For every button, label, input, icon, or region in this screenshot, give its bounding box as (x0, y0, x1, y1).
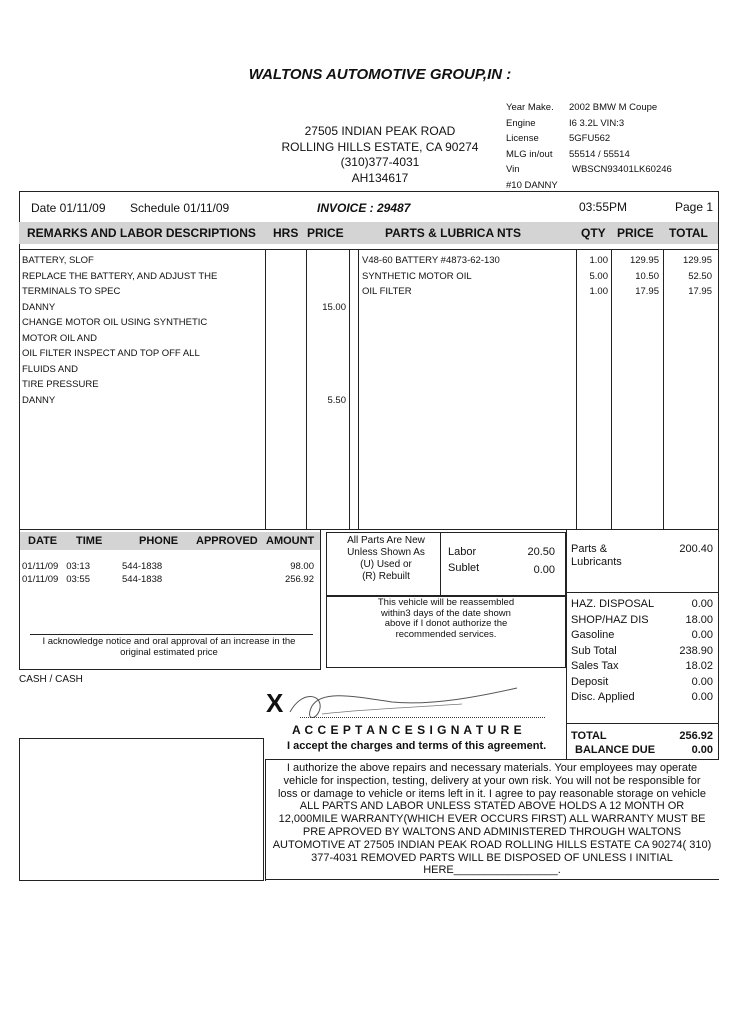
total-value: 238.90 (679, 644, 713, 657)
approval-date: 01/11/09 (22, 561, 59, 572)
invoice-number: INVOICE : 29487 (317, 201, 411, 215)
labor-price (300, 269, 346, 285)
address-phone: (310)377-4031 (340, 155, 420, 169)
approval-amount: 256.92 (284, 574, 314, 585)
total-value: 0.00 (691, 691, 713, 703)
vehicle-label: License (506, 133, 539, 144)
authorization-line: 377-4031 REMOVED PARTS WILL BE DISPOSED OF UNLESS I INITIAL (311, 851, 673, 864)
appr-col-time: TIME (76, 535, 103, 547)
reassemble-line: above if I donot authorize the (384, 618, 508, 629)
schedule-date: Schedule 01/11/09 (130, 201, 230, 215)
total-value: 18.02 (685, 660, 713, 672)
vehicle-value: WBSCN93401LK60246 (572, 164, 672, 175)
parts-notice-line: All Parts Are New (347, 535, 425, 546)
totals-labels (571, 597, 654, 706)
part-qty: 5.00 (589, 270, 608, 282)
labor-price (300, 377, 346, 393)
parts-lubricants-label (571, 543, 622, 569)
vehicle-labels (506, 100, 558, 193)
invoice-date: Date 01/11/09 (31, 201, 106, 215)
invoice-time: 03:55PM (579, 200, 628, 214)
labor-line: REPLACE THE BATTERY, AND ADJUST THE (22, 270, 218, 282)
payment-method: CASH / CASH (19, 674, 83, 685)
col-unit-price: PRICE (617, 226, 654, 240)
vehicle-label: Year Make. (506, 102, 554, 113)
total-value: 0.00 (691, 675, 713, 688)
parts-notice-line: (R) Rebuilt (362, 571, 410, 582)
appr-col-amount: AMOUNT (266, 535, 315, 547)
labor-line: DANNY (22, 301, 56, 313)
part-desc: OIL FILTER (362, 286, 412, 297)
balance-due-value: 0.00 (691, 744, 713, 756)
total-value: 18.00 (685, 613, 713, 626)
labor-line: BATTERY, SLOF (22, 255, 94, 266)
col-qty: QTY (581, 226, 606, 240)
total-label: SHOP/HAZ DIS (571, 613, 649, 626)
reassemble-line: This vehicle will be reassembled (377, 597, 515, 608)
labor-descriptions (22, 253, 217, 408)
labor-prices (300, 253, 346, 408)
part-total: 17.95 (688, 286, 712, 297)
total-label: Sales Tax (571, 660, 619, 672)
approval-time: 03:55 (66, 574, 90, 585)
parts-lubricants-value: 200.40 (679, 543, 713, 555)
appr-col-phone: PHONE (139, 535, 179, 547)
approval-phones (122, 560, 162, 586)
totals-values (650, 597, 713, 706)
labor-line: OIL FILTER INSPECT AND TOP OFF ALL (22, 348, 200, 359)
authorization-line: ALL PARTS AND LABOR UNLESS STATED ABOVE HOLDS A 12 MONTH OR (299, 800, 685, 813)
parts-label-line: Lubricants (571, 556, 622, 568)
labor-price: 5.50 (327, 394, 346, 406)
authorization-text (266, 762, 718, 877)
ack-line: I acknowledge notice and oral approval of an increase in the (42, 636, 296, 647)
blank-notes-box (19, 738, 264, 881)
authorization-line: PRE APROVED BY WALTONS AND ADMINISTERED THROUGH WALTONS (302, 825, 682, 838)
labor-price (300, 315, 346, 331)
approval-rows (22, 560, 90, 586)
company-name: WALTONS AUTOMOTIVE GROUP,IN : (248, 66, 512, 83)
authorization-line: vehicle for inspection, testing, delivery at your own risk. You will not be responsible for (283, 774, 701, 787)
labor-line: FLUIDS AND (22, 363, 78, 375)
reassemble-notice (326, 598, 566, 640)
total-label: Sub Total (571, 644, 617, 657)
col-remarks: REMARKS AND LABOR DESCRIPTIONS (27, 226, 256, 240)
address-city: ROLLING HILLS ESTATE, CA 90274 (281, 139, 479, 154)
part-total: 129.95 (682, 255, 712, 266)
parts-total (664, 253, 712, 300)
parts-descriptions (362, 253, 500, 300)
col-parts: PARTS & LUBRICA NTS (385, 226, 521, 240)
approval-date: 01/11/09 (22, 574, 59, 585)
shop-address (270, 124, 490, 186)
balance-due-label: BALANCE DUE (575, 744, 656, 756)
labor-price (300, 346, 346, 362)
signature-title: A C C E P T A N C E S I G N A T U R E (292, 723, 523, 737)
approval-phone: 544-1838 (122, 561, 163, 572)
parts-qty (577, 253, 608, 300)
authorization-line: 12,000MILE WARRANTY(WHICH EVER OCCURS FIRST) ALL WARRANTY MUST BE (278, 813, 706, 826)
authorization-line: HERE_________________. (423, 864, 561, 877)
total-label: Gasoline (571, 629, 615, 641)
labor-price (300, 362, 346, 378)
vehicle-label: MLG in/out (506, 148, 553, 160)
labor-label: Labor (448, 546, 477, 558)
labor-price: 15.00 (322, 301, 346, 313)
col-hrs: HRS (273, 226, 299, 240)
page-number: Page 1 (675, 200, 714, 214)
reassemble-line: recommended services. (395, 628, 497, 640)
total-label: Deposit (571, 675, 609, 688)
ack-line: original estimated price (120, 647, 218, 658)
authorization-line: loss or damage to vehicle or items left in it. I agree to pay reasonable storage on vehicle (277, 787, 706, 800)
approval-amount: 98.00 (290, 561, 314, 572)
part-qty: 1.00 (589, 286, 608, 297)
parts-notice (330, 535, 442, 583)
col-total: TOTAL (669, 226, 708, 240)
approval-amounts (256, 560, 314, 586)
total-value: 0.00 (691, 598, 713, 610)
labor-value: 20.50 (527, 546, 555, 558)
approval-time: 03:13 (66, 561, 90, 572)
vehicle-value: I6 3.2L VIN:3 (569, 117, 625, 129)
labor-line: MOTOR OIL AND (22, 332, 97, 344)
part-price: 129.95 (629, 255, 659, 266)
vehicle-value: 2002 BMW M Coupe (569, 102, 658, 113)
vehicle-value: 5GFU562 (569, 133, 611, 144)
signature-x-mark: X (266, 688, 284, 718)
signature-subtitle: I accept the charges and terms of this agreement. (287, 740, 547, 752)
total-value: 0.00 (691, 629, 713, 641)
address-license: AH134617 (351, 170, 409, 185)
approval-row (22, 573, 90, 586)
labor-price (300, 253, 346, 269)
authorization-line: AUTOMOTIVE AT 27505 INDIAN PEAK ROAD ROLLING HILLS ESTATE CA 90274( 310) (272, 838, 712, 851)
grand-total-label: TOTAL (571, 730, 607, 742)
address-street: 27505 INDIAN PEAK ROAD (304, 124, 456, 138)
total-label: Disc. Applied (571, 691, 635, 703)
technician: #10 DANNY (506, 179, 558, 191)
vehicle-value: 55514 / 55514 (569, 148, 630, 160)
acknowledgement (19, 636, 319, 658)
part-price: 17.95 (635, 286, 659, 297)
labor-price (300, 284, 346, 300)
vehicle-values (569, 100, 672, 178)
appr-col-approved: APPROVED (196, 535, 258, 547)
parts-price (612, 253, 659, 300)
labor-line: TIRE PRESSURE (22, 379, 99, 390)
parts-notice-line: Unless Shown As (347, 547, 425, 558)
part-price: 10.50 (635, 270, 659, 282)
sublet-label: Sublet (448, 562, 480, 574)
approval-row (22, 560, 90, 573)
labor-line: TERMINALS TO SPEC (22, 286, 121, 297)
part-total: 52.50 (688, 270, 712, 282)
approval-phone: 544-1838 (122, 574, 163, 585)
parts-notice-line: (U) Used or (360, 559, 412, 570)
total-label: HAZ. DISPOSAL (571, 598, 655, 610)
vehicle-label: Engine (506, 117, 536, 129)
part-qty: 1.00 (589, 255, 608, 266)
authorization-line: I authorize the above repairs and necessary materials. Your employees may operate (286, 762, 698, 774)
labor-price (300, 331, 346, 347)
labor-line: CHANGE MOTOR OIL USING SYNTHETIC (22, 317, 208, 328)
part-desc: V48-60 BATTERY #4873-62-130 (362, 255, 500, 266)
labor-line: DANNY (22, 394, 56, 406)
appr-col-date: DATE (28, 535, 58, 547)
parts-label-line: Parts & (571, 543, 608, 555)
signature-scribble (282, 682, 542, 727)
col-labor-price: PRICE (307, 226, 344, 240)
part-desc: SYNTHETIC MOTOR OIL (362, 270, 472, 282)
sublet-value: 0.00 (533, 564, 555, 576)
reassemble-line: within3 days of the date shown (381, 607, 511, 619)
grand-total-value: 256.92 (679, 730, 713, 742)
vehicle-label: Vin (506, 164, 520, 175)
